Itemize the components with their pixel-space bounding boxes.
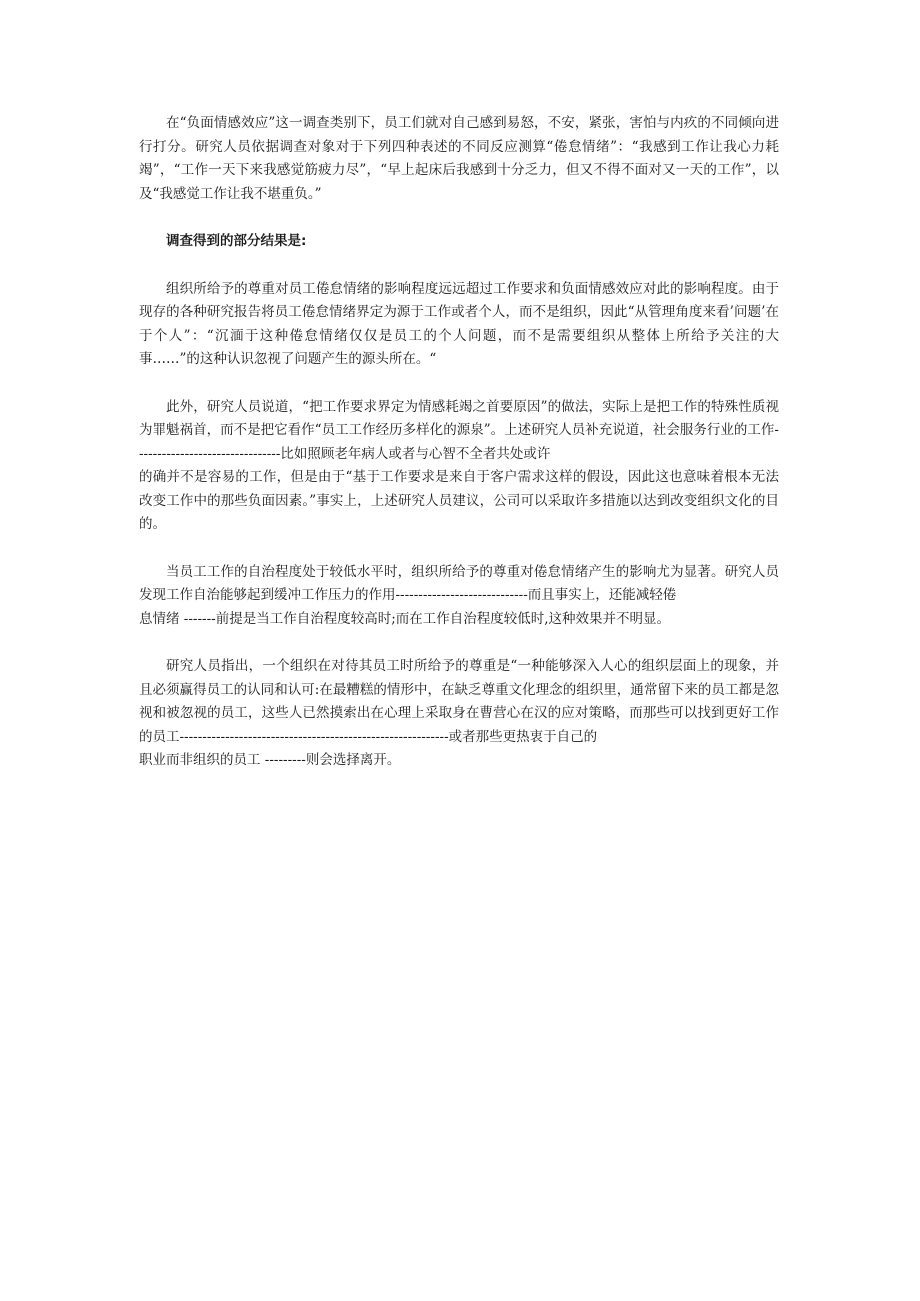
- document-body: [139, 112, 779, 797]
- paragraph-job-demands-part2: 的确并不是容易的工作，但是由于“基于工作要求是来自于客户需求这样的假设，因此这也意味着根本无法改变工作中的那些负面因素。”事实上，上述研究人员建议，公司可以采取许多措施以达到改变组织文化的目的。: [139, 469, 779, 532]
- paragraph-group-job-demands: [139, 396, 779, 537]
- paragraph-autonomy-part2: 息情绪 -------前提是当工作自治程度较高时;而在工作自治程度较低时,这种效果并不明显。: [139, 610, 671, 627]
- paragraph-group-autonomy: [139, 561, 779, 632]
- paragraph-autonomy-part1: 当员工工作的自治程度处于较低水平时，组织所给予的尊重对倦怠情绪产生的影响尤为显著。研究人员发现工作自治能够起到缓冲工作压力的作用-----------------------------而且事实上，还能减轻倦: [139, 563, 779, 603]
- paragraph-group-respect-culture: [139, 655, 779, 773]
- paragraph-negative-affect: 在“负面情感效应”这一调查类别下，员工们就对自己感到易怒，不安，紧张，害怕与内疚的不同倾向进行打分。研究人员依据调查对象对于下列四种表述的不同反应测算“倦怠情绪”：“我感到工作让我心力耗竭”，“工作一天下来我感觉筋疲力尽”，“早上起床后我感到十分乏力，但又不得不面对又一天的工作”，以及“我感觉工作让我不堪重负。”: [139, 115, 779, 202]
- section-heading-results: 调查得到的部分结果是:: [166, 233, 307, 249]
- paragraph-respect-culture-part1: 研究人员指出，一个组织在对待其员工时所给予的尊重是“一种能够深入人心的组织层面上的现象，并且必须赢得员工的认同和认可:在最糟糕的情形中，在缺乏尊重文化理念的组织里，通常留下来的员工都是忽视和被忽视的员工，这些人已然摸索出在心理上采取身在曹营心在汉的应对策略，而那些可以找到更好工作的员工-----------------------------------------------------------或者那些更热衷于自己的: [139, 658, 780, 745]
- paragraph-organizational-respect: 组织所给予的尊重对员工倦怠情绪的影响程度远远超过工作要求和负面情感效应对此的影响程度。由于现存的各种研究报告将员工倦怠情绪界定为源于工作或者个人，而不是组织，因此“从管理角度来看’问题’在于个人”：“沉湎于这种倦怠情绪仅仅是员工的个人问题，而不是需要组织从整体上所给予关注的大事……”的这种认识忽视了问题产生的源头所在。“: [139, 280, 779, 367]
- paragraph-respect-culture-part2: 职业而非组织的员工 ---------则会选择离开。: [139, 752, 401, 768]
- paragraph-job-demands-part1: 此外，研究人员说道，“把工作要求界定为情感耗竭之首要原因”的做法，实际上是把工作的特殊性质视为罪魁祸首，而不是把它看作“员工工作经历多样化的源泉”。上述研究人员补充说道，社会服务行业的工作--------------------------------比如照顾老年病人或者与心智不全者共处或许: [139, 398, 779, 462]
